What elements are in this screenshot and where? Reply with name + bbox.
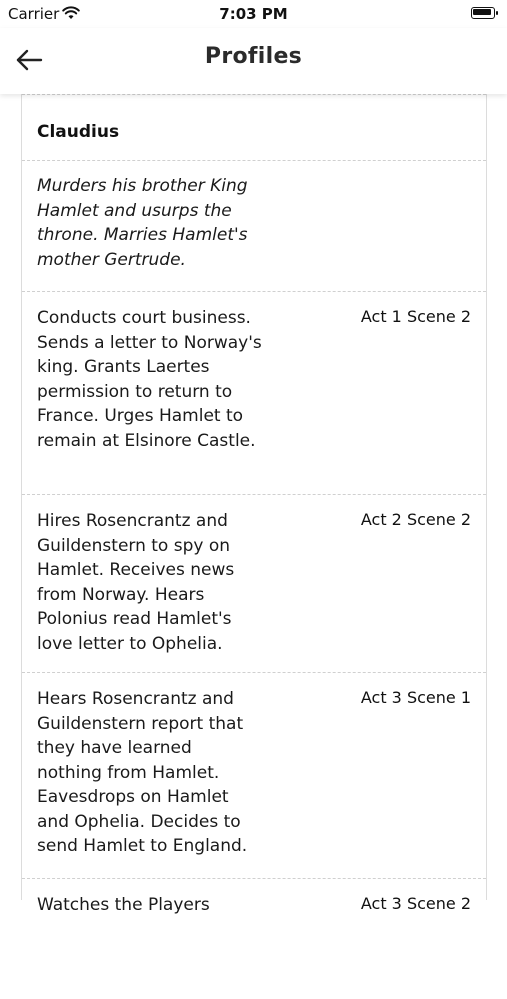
status-bar [0,0,507,28]
list-item[interactable] [22,879,486,999]
event-description: Conducts court business. Sends a letter to Norway's king. Grants Laertes permission to return to France. Urges Hamlet to remain at Elsinore Castle. [37,308,262,451]
profile-name-row [22,94,486,161]
carrier-label: Carrier [8,5,60,23]
act-scene-label: Act 2 Scene 2 [360,510,471,529]
act-scene-label: Act 1 Scene 2 [360,307,471,326]
event-description: Watches the Players [37,895,210,915]
profile-description-row [22,161,486,292]
battery-icon [471,7,499,19]
act-scene-label: Act 3 Scene 1 [360,688,471,707]
list-item[interactable] [22,292,486,495]
profile-description: Murders his brother King Hamlet and usurps the throne. Marries Hamlet's mother Gertrude. [37,176,248,270]
event-description: Hires Rosencrantz and Guildenstern to spy on Hamlet. Receives news from Norway. Hears Polonius read Hamlet's love letter to Ophelia. [37,511,235,654]
profile-name: Claudius [37,122,120,142]
navigation-bar [0,28,507,94]
page-title: Profiles [204,44,303,69]
list-item[interactable] [22,495,486,673]
status-time: 7:03 PM [219,5,288,23]
profile-card [21,94,487,915]
act-scene-label: Act 3 Scene 2 [360,894,471,913]
list-item[interactable] [22,673,486,879]
event-description: Hears Rosencrantz and Guildenstern report that they have learned nothing from Hamlet. Eavesdrops on Hamlet and Ophelia. Decides to send Hamlet to England. [37,689,248,856]
